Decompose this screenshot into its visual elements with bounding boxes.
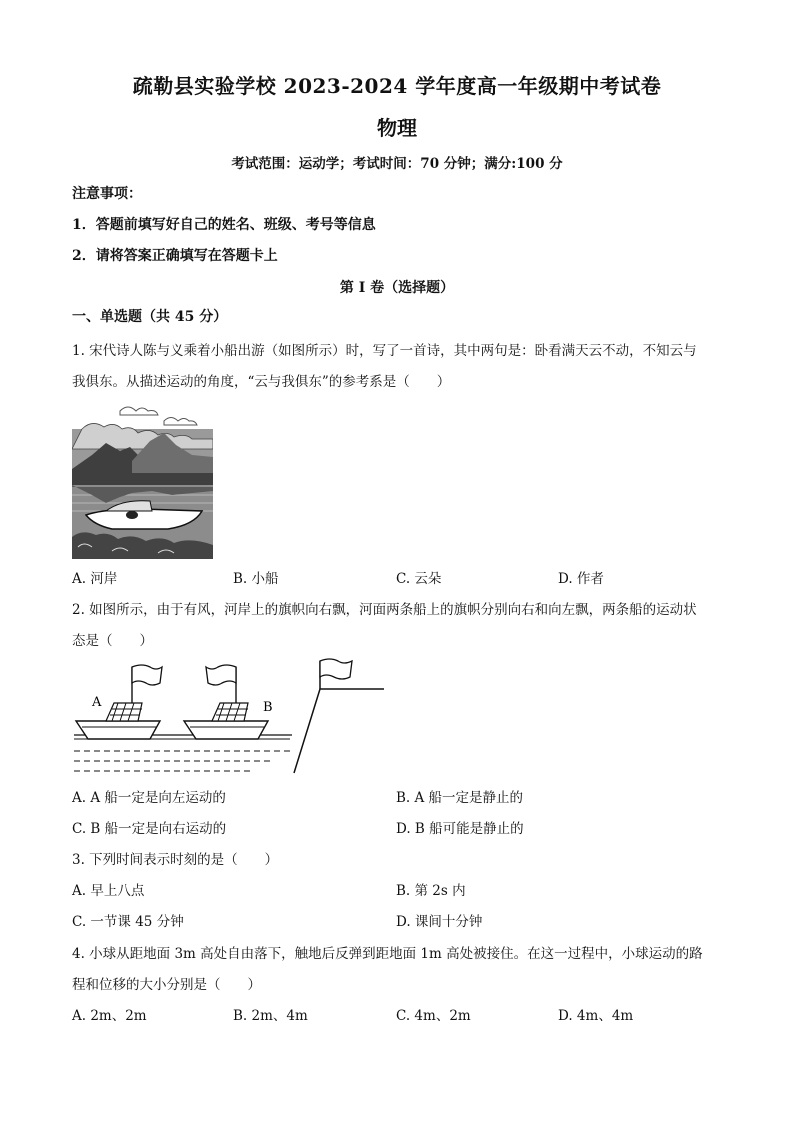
question-1-stem: 1. 宋代诗人陈与义乘着小船出游（如图所示）时，写了一首诗，其中两句是：卧看满天云不动，不知云与 <box>72 343 697 359</box>
exam-title: 疏勒县实验学校 2023-2024 学年度高一年级期中考试卷 <box>132 74 662 98</box>
question-1-option-a: A. 河岸 <box>72 571 118 587</box>
question-4-stem: 程和位移的大小分别是（ ） <box>72 977 261 993</box>
question-3-option-b: B. 第 2s 内 <box>396 883 466 899</box>
question-4-stem: 4. 小球从距地面 3m 高处自由落下，触地后反弹到距地面 1m 高处被接住。在这一过程中，小球运动的路 <box>72 946 703 962</box>
boat-b-label: B <box>263 700 273 715</box>
question-1-stem: 我俱东。从描述运动的角度，“云与我俱东”的参考系是（ ） <box>72 374 451 390</box>
question-2-stem: 态是（ ） <box>72 633 153 649</box>
question-2-stem: 2. 如图所示，由于有风，河岸上的旗帜向右飘，河面两条船上的旗帜分别向右和向左飘，两条船的运动状 <box>72 602 697 618</box>
question-3-option-c: C. 一节课 45 分钟 <box>72 914 184 930</box>
boat-a <box>76 665 162 739</box>
question-2-option-a: A. A 船一定是向左运动的 <box>72 790 226 806</box>
subject-title: 物理 <box>377 116 417 140</box>
boats-and-flags-diagram <box>72 655 392 775</box>
question-3-option-d: D. 课间十分钟 <box>396 914 483 930</box>
boat-landscape-illustration <box>72 403 213 559</box>
notice-heading: 注意事项： <box>72 186 142 202</box>
question-2-option-c: C. B 船一定是向右运动的 <box>72 821 227 837</box>
question-4-option-d: D. 4m、4m <box>558 1008 634 1024</box>
question-1-option-b: B. 小船 <box>233 571 279 587</box>
volume-title: 第 I 卷（选择题） <box>339 280 455 296</box>
notice-item: 1．答题前填写好自己的姓名、班级、考号等信息 <box>72 217 376 233</box>
question-1-option-c: C. 云朵 <box>396 571 442 587</box>
question-4-option-a: A. 2m、2m <box>72 1008 147 1024</box>
part-title: 一、单选题（共 45 分） <box>72 309 228 325</box>
question-1-option-d: D. 作者 <box>558 571 604 587</box>
boat-a-label: A <box>92 695 102 710</box>
boat-b <box>184 665 268 739</box>
question-2-option-d: D. B 船可能是静止的 <box>396 821 524 837</box>
question-3-option-a: A. 早上八点 <box>72 883 145 899</box>
question-4-option-c: C. 4m、2m <box>396 1008 471 1024</box>
notice-item: 2．请将答案正确填写在答题卡上 <box>72 248 278 264</box>
exam-scope: 考试范围：运动学；考试时间：70 分钟；满分:100 分 <box>231 156 563 172</box>
question-4-option-b: B. 2m、4m <box>233 1008 308 1024</box>
question-3-stem: 3. 下列时间表示时刻的是（ ） <box>72 852 279 868</box>
question-2-option-b: B. A 船一定是静止的 <box>396 790 524 806</box>
